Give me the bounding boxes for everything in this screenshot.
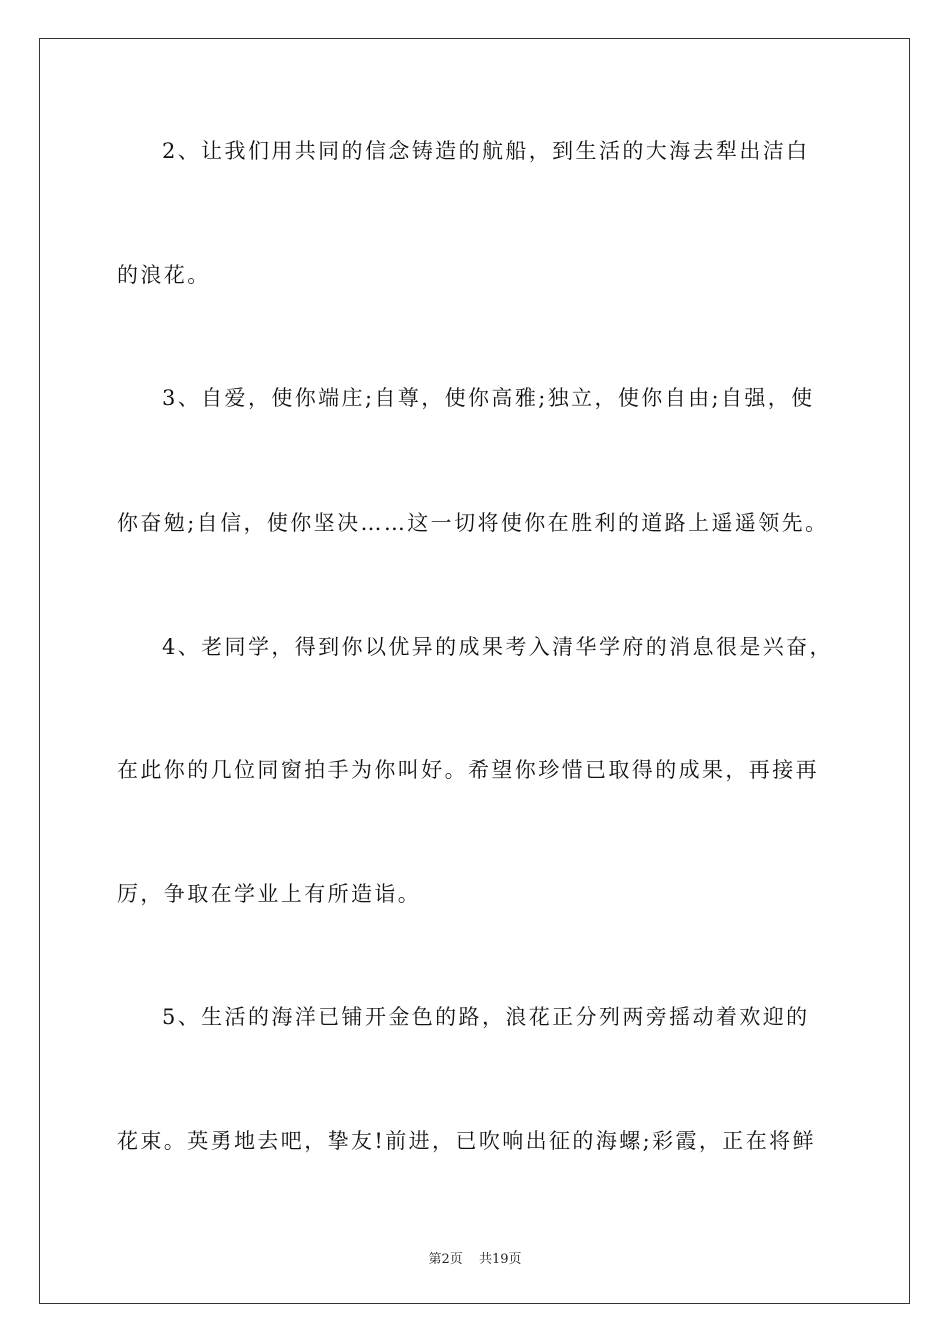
paragraph-5-line-2: 花束。英勇地去吧，挚友!前进，已吹响出征的海螺;彩霞，正在将鲜 [117,1129,816,1153]
page-border [39,38,910,1304]
paragraph-5-line-1: 5、生活的海洋已铺开金色的路，浪花正分列两旁摇动着欢迎的 [162,1005,810,1029]
paragraph-3-line-1: 3、自爱，使你端庄;自尊，使你高雅;独立，使你自由;自强，使 [162,386,815,410]
paragraph-4-line-3: 厉，争取在学业上有所造诣。 [117,882,422,906]
paragraph-4-line-1: 4、老同学，得到你以优异的成果考入清华学府的消息很是兴奋， [162,635,833,659]
paragraph-4-line-2: 在此你的几位同窗拍手为你叫好。希望你珍惜已取得的成果，再接再 [117,758,819,782]
page-number: 第2页 [428,1252,463,1267]
paragraph-2-line-2: 的浪花。 [117,263,211,287]
paragraph-3-line-2: 你奋勉;自信，使你坚决……这一切将使你在胜利的道路上遥遥领先。 [117,511,829,535]
page-total: 共19页 [478,1252,522,1267]
paragraph-2-line-1: 2、让我们用共同的信念铸造的航船，到生活的大海去犁出洁白 [162,139,810,163]
page-footer [0,1248,950,1267]
